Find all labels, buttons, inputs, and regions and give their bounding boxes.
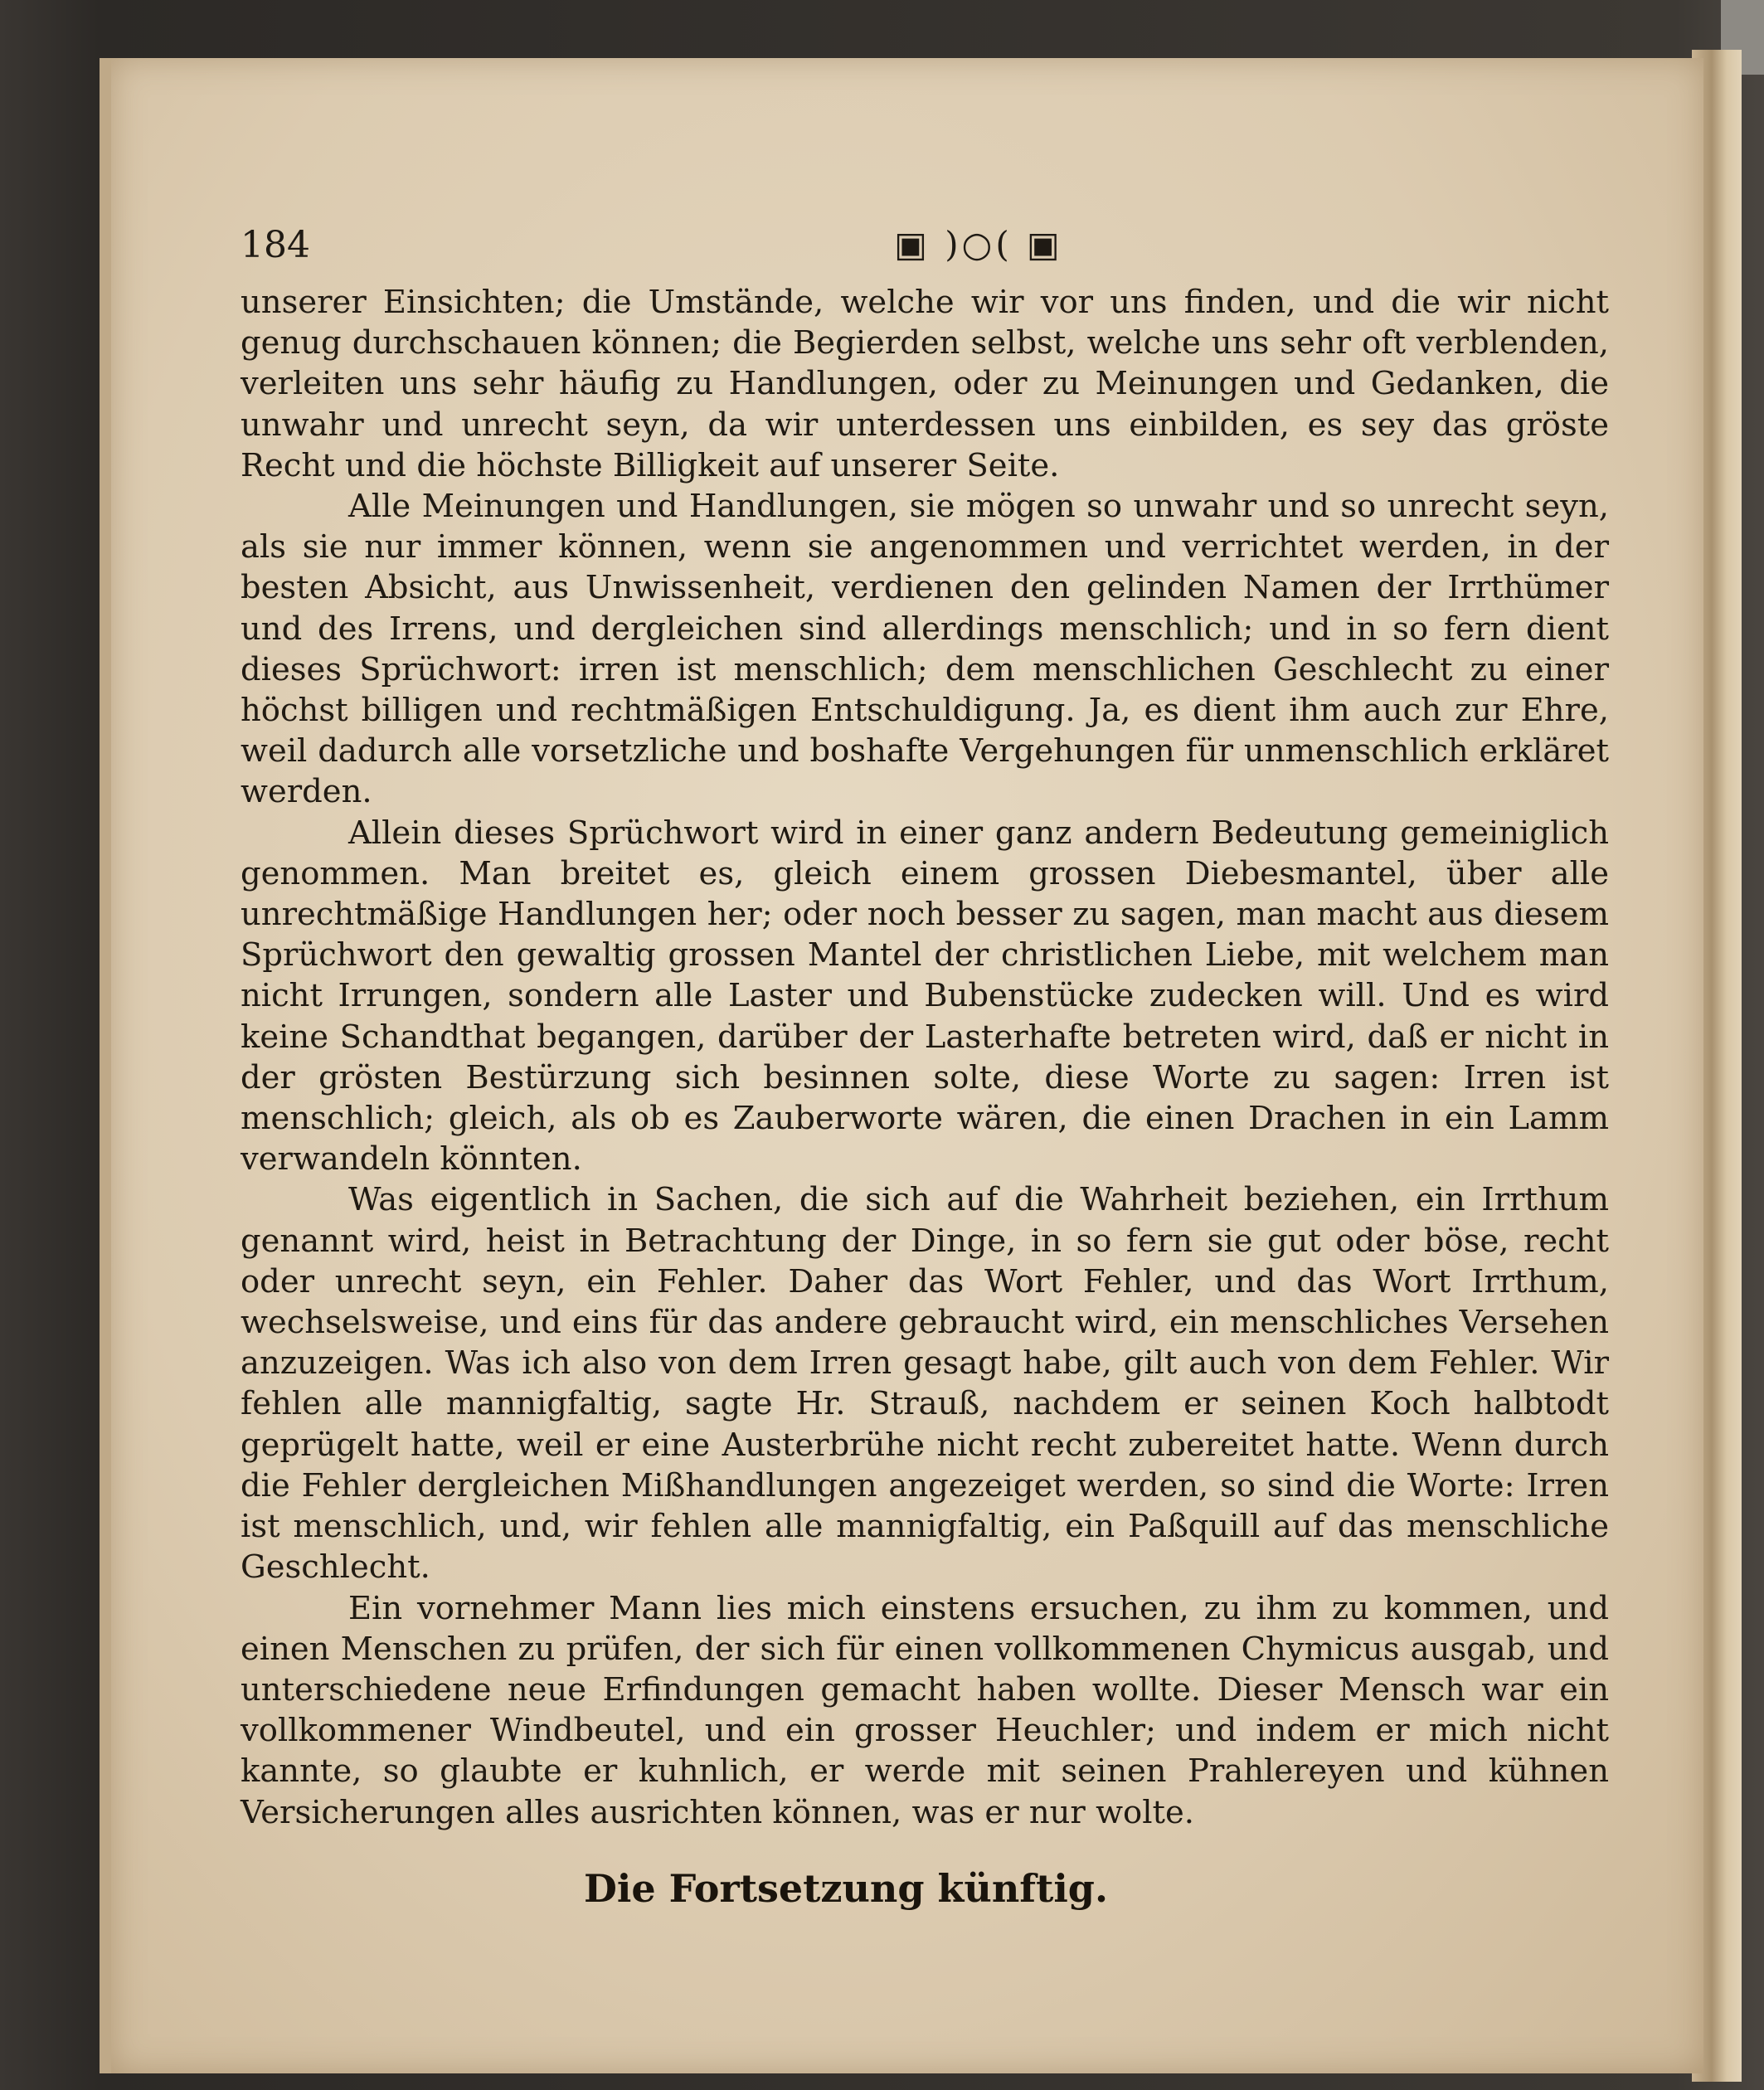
header-ornament: ▣ )○( ▣	[894, 224, 1063, 265]
page-number: 184	[241, 224, 310, 266]
paragraph-4: Was eigentlich in Sachen, die sich auf die Wahrheit beziehen, ein Irrthum genannt wird, heist in Betrachtung der Dinge, in so fern sie gut oder böse, recht oder unrecht seyn, ein Fehler. Daher das Wort Fehler, und das Wort Irrthum, wechselsweise, und eins für das andere gebraucht wird, ein menschliches Versehen anzuzeigen. Was ich also von dem Irren gesagt habe, gilt auch von dem Fehler. Wir fehlen alle mannigfaltig, sagte Hr. Strauß, nachdem er seinen Koch halbtodt geprügelt hatte, weil er eine Austerbrühe nicht recht zubereitet hatte. Wenn durch die Fehler dergleichen Mißhandlungen angezeiget werden, so sind die Worte: Irren ist menschlich, und, wir fehlen alle mannigfaltig, ein Paßquill auf das menschliche Geschlecht.	[241, 1181, 1609, 1587]
paragraph-5: Ein vornehmer Mann lies mich einstens ersuchen, zu ihm zu kommen, und einen Menschen zu prüfen, der sich für einen vollkommenen Chymicus ausgab, und unterschiedene neue Erfindungen gemacht haben wollte. Dieser Mensch war ein vollkommener Windbeutel, und ein grosser Heuchler; und indem er mich nicht kannte, so glaubte er kuhnlich, er werde mit seinen Prahlereyen und kühnen Versicherungen alles ausrichten können, was er nur wolte.	[241, 1589, 1609, 1831]
page-header	[241, 224, 1601, 274]
paragraph-3: Allein dieses Sprüchwort wird in einer ganz andern Bedeutung gemeiniglich genommen. Man breitet es, gleich einem grossen Diebesmantel, über alle unrechtmäßige Handlungen her; oder noch besser zu sagen, man macht aus diesem Sprüchwort den gewaltig grossen Mantel der christlichen Liebe, mit welchem man nicht Irrungen, sondern alle Laster und Bubenstücke zudecken will. Und es wird keine Schandthat begangen, darüber der Lasterhafte betreten wird, daß er nicht in der grösten Bestürzung sich besinnen solte, diese Worte zu sagen: Irren ist menschlich; gleich, als ob es Zauberworte wären, die einen Drachen in ein Lamm verwandeln könnten.	[241, 814, 1609, 1179]
paragraph-2: Alle Meinungen und Handlungen, sie mögen so unwahr und so unrecht seyn, als sie nur immer können, wenn sie angenommen und verrichtet werden, in der besten Absicht, aus Unwissenheit, verdienen den gelinden Namen der Irrthümer und des Irrens, und dergleichen sind allerdings menschlich; und in so fern dient dieses Sprüchwort: irren ist menschlich; dem menschlichen Geschlecht zu einer höchst billigen und rechtmäßigen Entschuldigung. Ja, es dient ihm auch zur Ehre, weil dadurch alle vorsetzliche und boshafte Vergehungen für unmenschlich erkläret werden.	[241, 488, 1609, 811]
body-text	[241, 282, 1609, 1833]
continuation-note: Die Fortsetzung künftig.	[583, 1866, 1108, 1911]
paragraph-1: unserer Einsichten; die Umstände, welche wir vor uns finden, und die wir nicht genug durchschauen können; die Begierden selbst, welche uns sehr oft verblenden, verleiten uns sehr häufig zu Handlungen, oder zu Meinungen und Gedanken, die unwahr und unrecht seyn, da wir unterdessen uns einbilden, es sey das gröste Recht und die höchste Billigkeit auf unserer Seite.	[241, 284, 1609, 484]
